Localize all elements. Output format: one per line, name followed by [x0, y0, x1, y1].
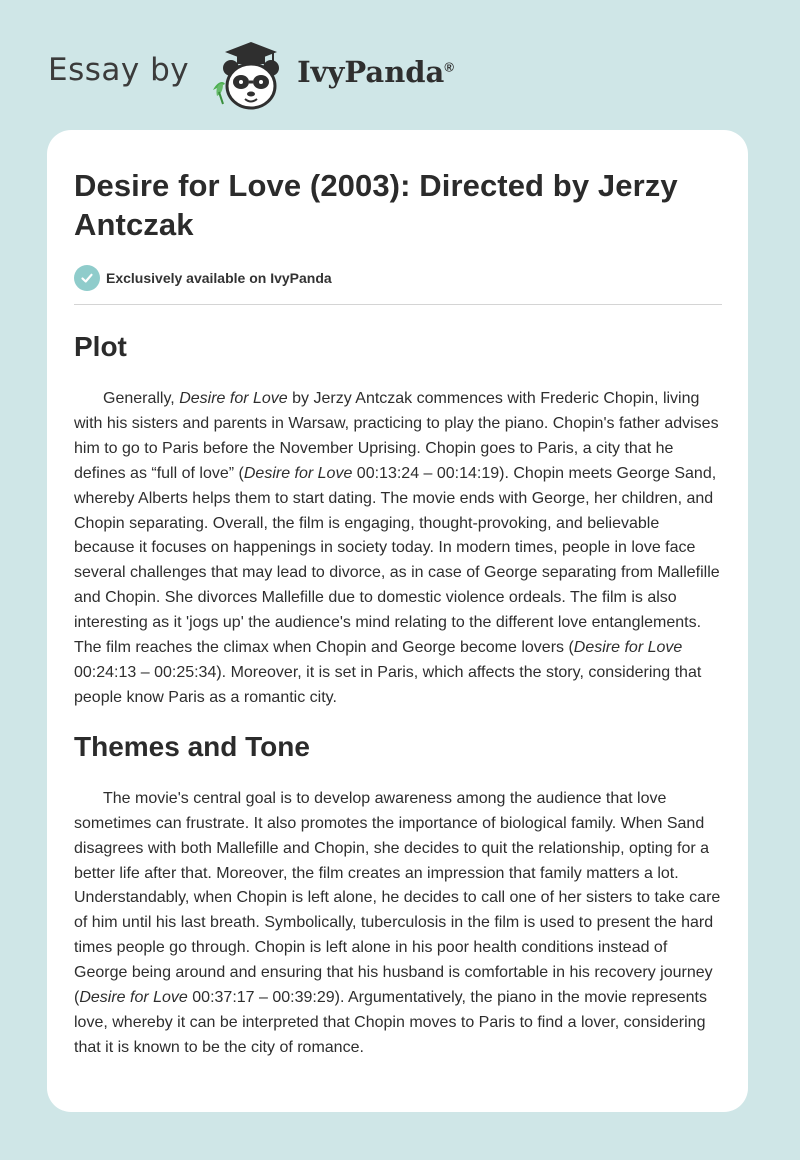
panda-graduate-logo-icon[interactable]: [203, 34, 293, 114]
section-heading-plot: Plot: [74, 331, 127, 362]
divider: [74, 304, 722, 305]
film-title-italic: Desire for Love: [179, 390, 288, 407]
exclusive-label: Exclusively available on IvyPanda: [106, 270, 332, 286]
paragraph-text: 00:24:13 – 00:25:34). Moreover, it is set in Paris, which affects the story, considering that people know Paris as a romantic city.: [74, 663, 702, 706]
exclusive-badge: [74, 264, 722, 292]
film-title-italic: Desire for Love: [243, 464, 353, 482]
paragraph-text: 00:13:24 – 00:14:19). Chopin meets George Sand, whereby Alberts helps them to start dating. The movie ends with George, her children, and Chopin separating. Overall, the film is engaging, thought-provoking, and believable because it focuses on happenings in society today. In modern times, people in love face several challenges that may lead to divorce, as in case of George separating from Mallefille and Chopin. She divorces Mallefille due to domestic violence ordeals. The film is also interesting as it 'jogs up' the audience's mind relating to the different love entanglements. The film reaches the climax when Chopin and George become lovers (: [74, 464, 720, 657]
paragraph-text: The movie's central goal is to develop awareness among the audience that love sometimes can frustrate. It also promotes the importance of biological family. When Sand disagrees with both Mallefille and Chopin, she decides to quit the relationship, opting for a better life after that. Moreover, the film creates an impression that family matters a lot. Understandably, when Chopin is left alone, he decides to call one of her sisters to take care of him until his last breath. Symbolically, tuberculosis in the film is used to present the hard times people go through. Chopin is left alone in his poor health conditions instead of George being around and ensuring that his husband is comfortable in his recovery journey (: [74, 789, 721, 1007]
film-title-italic: Desire for Love: [79, 989, 188, 1007]
essay-by-label: Essay by: [48, 52, 190, 88]
paragraph-text: 00:37:17 – 00:39:29). Argumentatively, the piano in the movie represents love, whereby it can be interpreted that Chopin moves to Paris to find a lover, considering that it is known to be the city of romance.: [74, 989, 707, 1056]
registered-mark: ®: [444, 59, 454, 75]
check-icon: [74, 265, 100, 291]
brand-name[interactable]: IvyPanda®: [297, 55, 454, 89]
essay-card: [47, 130, 748, 1112]
section-heading-themes-and-tone: Themes and Tone: [74, 730, 310, 762]
section-paragraph-themes-and-tone: [74, 787, 722, 1061]
paragraph-text: Generally,: [103, 390, 180, 407]
site-header: [48, 34, 454, 114]
paragraph-text: by Jerzy Antczak commences with Frederic Chopin, living with his sisters and parents in Warsaw, practicing to play the piano. Chopin's father advises him to go to Paris before the November Uprising. Chopin goes to Paris, a city that he defines as “full of love” (: [74, 390, 719, 482]
section-paragraph-plot: [74, 387, 722, 711]
page-title: Desire for Love (2003): Directed by Jerzy Antczak: [74, 168, 678, 242]
film-title-italic: Desire for Love: [573, 639, 683, 657]
